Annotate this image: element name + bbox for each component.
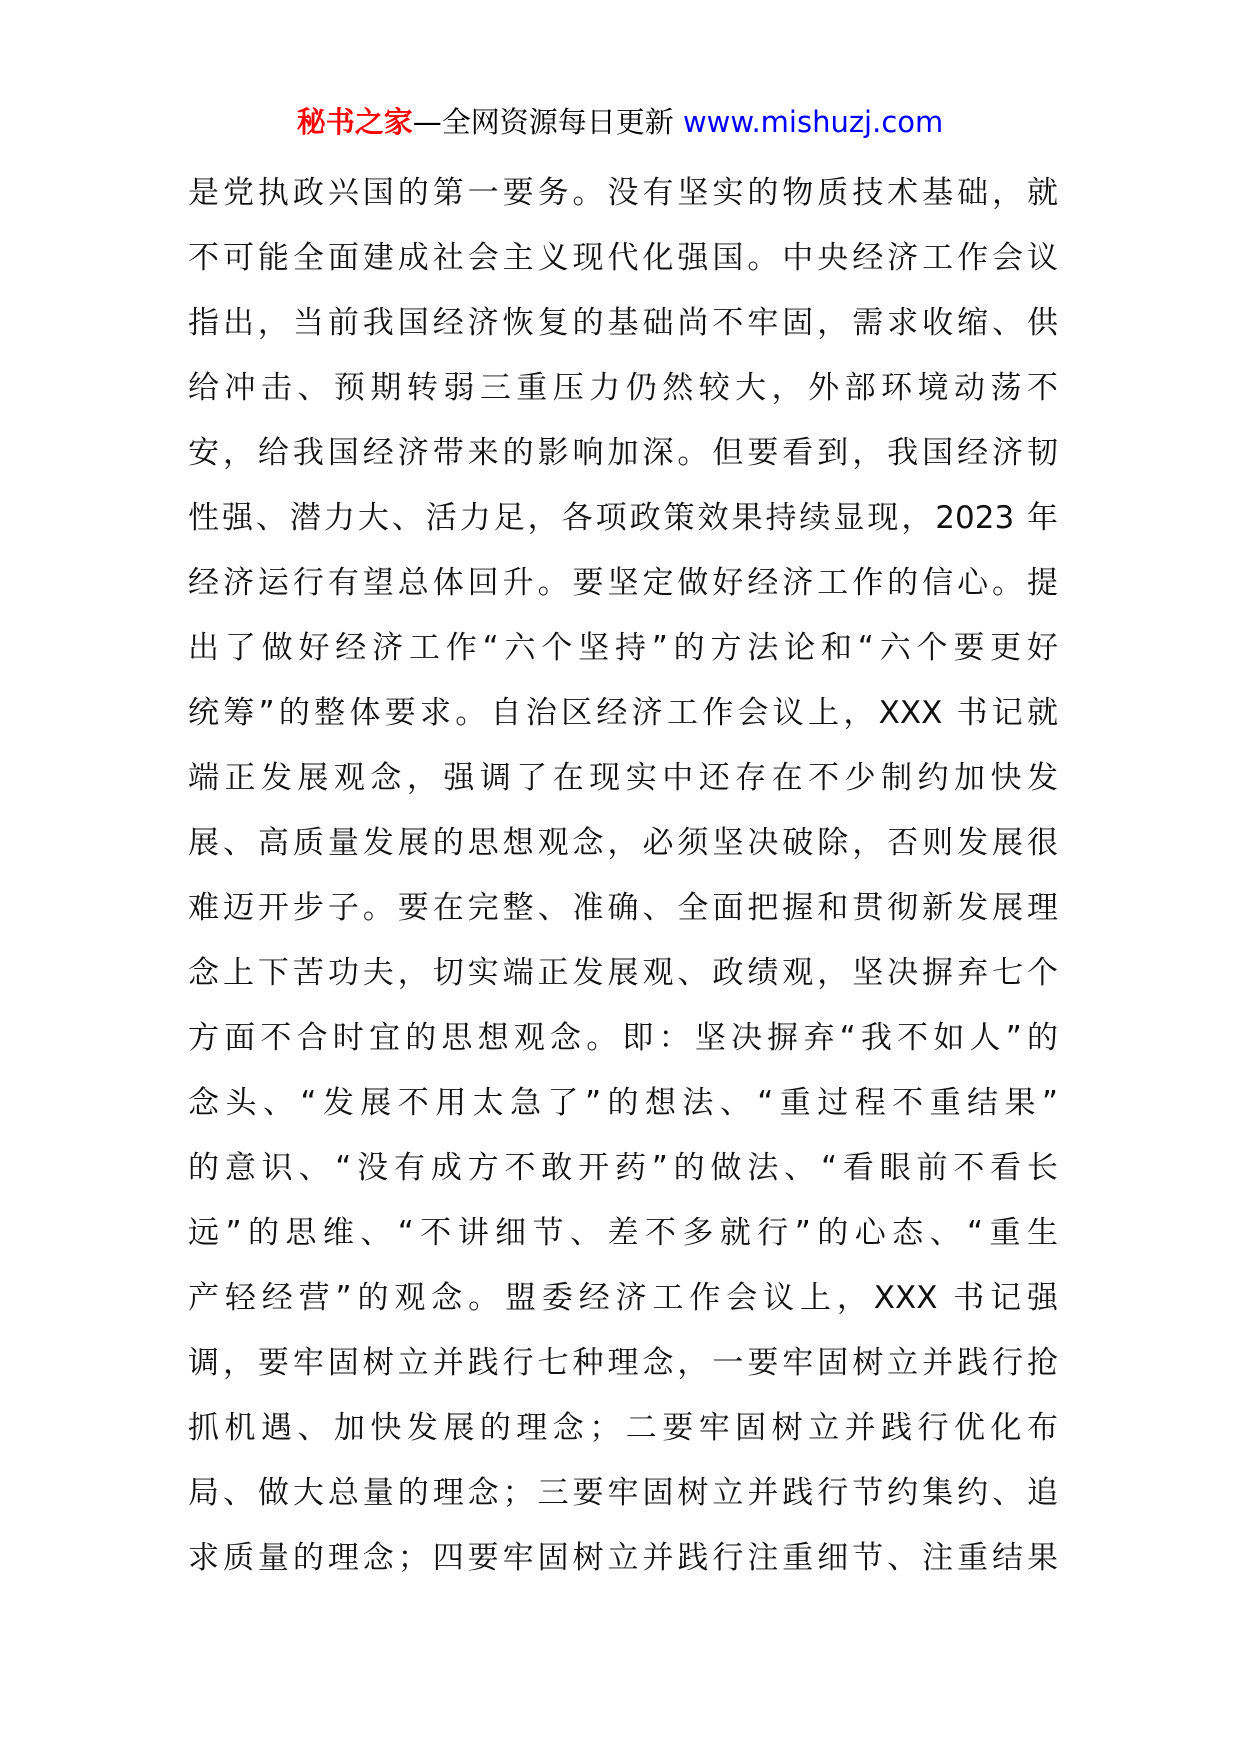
body-line: 远”的思维、“不讲细节、差不多就行”的心态、“重生	[188, 1215, 1058, 1251]
body-line: 抓机遇、加快发展的理念；二要牢固树立并践行优化布	[188, 1410, 1058, 1446]
body-line: 展、高质量发展的思想观念，必须坚决破除，否则发展很	[188, 825, 1058, 861]
body-line: 是党执政兴国的第一要务。没有坚实的物质技术基础，就	[188, 175, 1058, 211]
body-line: 的意识、“没有成方不敢开药”的做法、“看眼前不看长	[188, 1150, 1058, 1186]
body-line: 指出，当前我国经济恢复的基础尚不牢固，需求收缩、供	[188, 305, 1058, 341]
body-line: 统筹”的整体要求。自治区经济工作会议上，XXX 书记就	[188, 695, 1058, 731]
header-slogan: —全网资源每日更新	[412, 105, 674, 139]
body-line: 求质量的理念；四要牢固树立并践行注重细节、注重结果	[188, 1540, 1058, 1576]
header-brand: 秘书之家	[296, 105, 413, 139]
body-line: 性强、潜力大、活力足，各项政策效果持续显现，2023 年	[188, 500, 1058, 536]
body-line: 方面不合时宜的思想观念。即：坚决摒弃“我不如人”的	[188, 1020, 1058, 1056]
body-line: 端正发展观念，强调了在现实中还存在不少制约加快发	[188, 760, 1058, 796]
document-body	[188, 161, 1058, 1591]
body-line: 局、做大总量的理念；三要牢固树立并践行节约集约、追	[188, 1475, 1058, 1511]
body-line: 经济运行有望总体回升。要坚定做好经济工作的信心。提	[188, 565, 1058, 601]
body-line: 产轻经营”的观念。盟委经济工作会议上，XXX 书记强	[188, 1280, 1058, 1316]
body-line: 调，要牢固树立并践行七种理念，一要牢固树立并践行抢	[188, 1345, 1058, 1381]
page-header	[0, 98, 1240, 146]
body-line: 念上下苦功夫，切实端正发展观、政绩观，坚决摒弃七个	[188, 955, 1058, 991]
body-line: 难迈开步子。要在完整、准确、全面把握和贯彻新发展理	[188, 890, 1058, 926]
body-line: 出了做好经济工作“六个坚持”的方法论和“六个要更好	[188, 630, 1058, 666]
body-line: 不可能全面建成社会主义现代化强国。中央经济工作会议	[188, 240, 1058, 276]
body-line: 念头、“发展不用太急了”的想法、“重过程不重结果”	[188, 1085, 1058, 1121]
body-line: 给冲击、预期转弱三重压力仍然较大，外部环境动荡不	[188, 370, 1058, 406]
header-url-link[interactable]: www.mishuzj.com	[682, 105, 944, 139]
body-line: 安，给我国经济带来的影响加深。但要看到，我国经济韧	[188, 435, 1058, 471]
